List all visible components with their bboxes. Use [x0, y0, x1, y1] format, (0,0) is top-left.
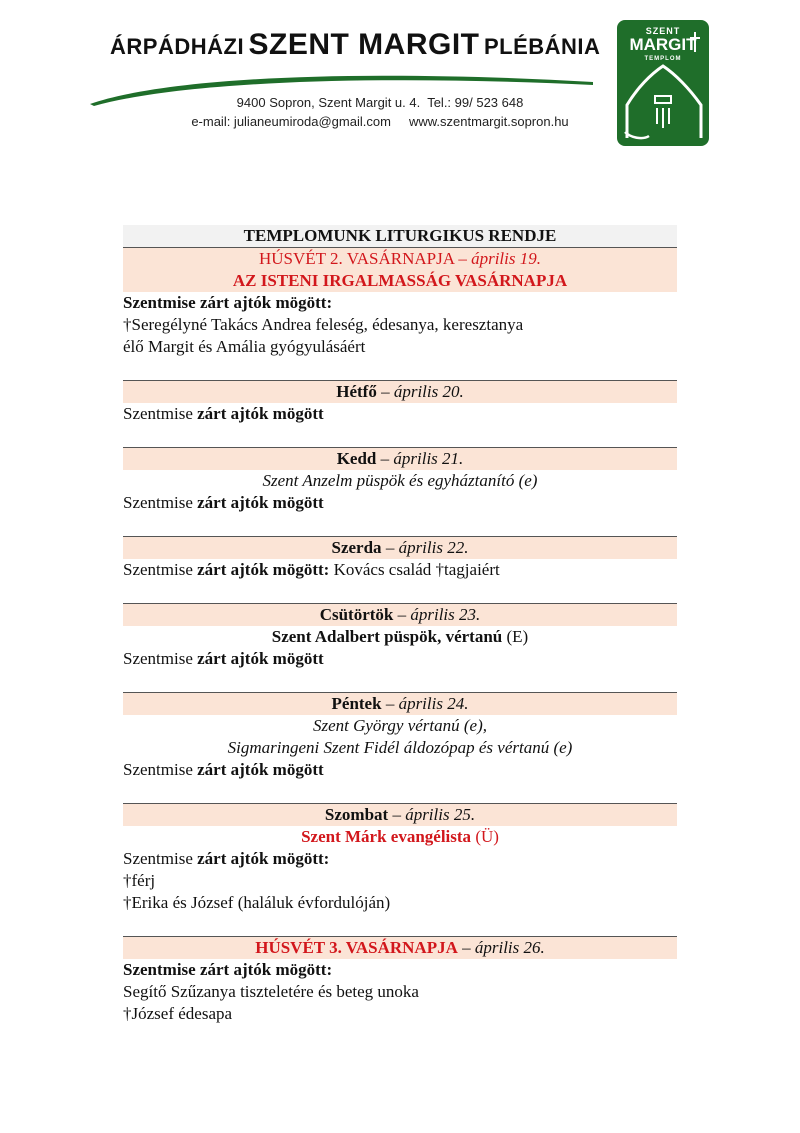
- saturday-intention: †Erika és József (haláluk évfordulóján): [123, 893, 391, 912]
- friday-feast: Sigmaringeni Szent Fidél áldozópap és vértanú (e): [227, 738, 573, 757]
- monday-heading: [123, 380, 677, 403]
- tuesday-feast: Szent Anzelm püspök és egyháztanító (e): [262, 471, 538, 490]
- mass-intention: Kovács család †tagjaiért: [329, 560, 500, 579]
- thursday-feast: [123, 626, 677, 648]
- thursday-heading: [123, 603, 677, 626]
- mass-prefix: Szentmise: [123, 760, 198, 779]
- saturday-feast: [123, 826, 677, 848]
- wednesday-heading: [123, 536, 677, 559]
- thursday-mass: [123, 648, 677, 670]
- sunday1-name: HÚSVÉT 2. VASÁRNAPJA: [259, 249, 455, 268]
- parish-name-main: SZENT MARGIT: [248, 28, 480, 61]
- friday-name: Péntek: [331, 694, 382, 713]
- wednesday-date: – április 22.: [385, 538, 469, 557]
- monday-name: Hétfő: [336, 382, 377, 401]
- sunday1-heading: [123, 248, 677, 270]
- thursday-date: – április 23.: [397, 605, 481, 624]
- parish-website[interactable]: www.szentmargit.sopron.hu: [408, 114, 569, 129]
- schedule-title: TEMPLOMUNK LITURGIKUS RENDJE: [123, 225, 677, 248]
- sunday1-subtitle: AZ ISTENI IRGALMASSÁG VASÁRNAPJA: [123, 270, 677, 292]
- mass-note: zárt ajtók mögött: [197, 760, 324, 779]
- saturday-mass: [123, 848, 677, 870]
- sunday1-date: – április 19.: [458, 249, 541, 268]
- church-logo: [617, 20, 709, 146]
- wednesday-mass: [123, 559, 677, 581]
- parish-contact: [100, 114, 660, 129]
- wednesday-name: Szerda: [331, 538, 382, 557]
- saturday-date: – április 25.: [392, 805, 476, 824]
- mass-note: zárt ajtók mögött: [197, 404, 324, 423]
- logo-text-main: MARGIT: [629, 35, 697, 54]
- sunday1-intention: †Seregélyné Takács Andrea feleség, édesanya, keresztanya: [123, 315, 524, 334]
- mass-prefix: Szentmise: [123, 649, 198, 668]
- tuesday-mass: [123, 492, 677, 514]
- sunday2-mass: Szentmise zárt ajtók mögött:: [123, 960, 333, 979]
- feast-name: Szent Adalbert püspök, vértanú: [271, 627, 503, 646]
- parish-name: [110, 28, 601, 62]
- parish-address: 9400 Sopron, Szent Margit u. 4. Tel.: 99/ 523 648: [236, 95, 524, 110]
- sunday2-intention: Segítő Szűzanya tiszteletére és beteg unoka: [123, 982, 419, 1001]
- friday-mass: [123, 759, 677, 781]
- thursday-name: Csütörtök: [319, 605, 394, 624]
- mass-note: zárt ajtók mögött: [197, 649, 324, 668]
- mass-note: zárt ajtók mögött: [197, 493, 324, 512]
- friday-heading: [123, 692, 677, 715]
- tuesday-date: – április 21.: [380, 449, 464, 468]
- sunday2-name: HÚSVÉT 3. VASÁRNAPJA: [255, 938, 458, 957]
- mass-prefix: Szentmise: [123, 849, 198, 868]
- mass-prefix: Szentmise: [123, 404, 198, 423]
- parish-email: e-mail: julianeumiroda@gmail.com: [191, 114, 391, 129]
- tuesday-heading: [123, 447, 677, 470]
- parish-name-prefix: ÁRPÁDHÁZI: [110, 34, 245, 59]
- feast-rank: (Ü): [475, 827, 499, 846]
- saturday-name: Szombat: [324, 805, 389, 824]
- sunday1-mass: Szentmise zárt ajtók mögött:: [123, 293, 333, 312]
- sunday1-intention: élő Margit és Amália gyógyulásáért: [123, 337, 366, 356]
- monday-date: – április 20.: [381, 382, 464, 401]
- logo-text-top: SZENT: [645, 26, 681, 36]
- saturday-heading: [123, 803, 677, 826]
- mass-prefix: Szentmise: [123, 493, 198, 512]
- feast-name: Szent Márk evangélista: [301, 827, 472, 846]
- friday-feast: Szent György vértanú (e),: [312, 716, 488, 735]
- feast-rank: (E): [506, 627, 529, 646]
- tuesday-name: Kedd: [336, 449, 377, 468]
- mass-note: zárt ajtók mögött:: [197, 849, 330, 868]
- friday-date: – április 24.: [385, 694, 469, 713]
- liturgical-schedule: [123, 225, 677, 1025]
- sunday2-heading: [123, 936, 677, 959]
- saturday-intention: †férj: [123, 871, 156, 890]
- mass-prefix: Szentmise: [123, 560, 198, 579]
- logo-text-bottom: TEMPLOM: [644, 56, 682, 62]
- mass-note: zárt ajtók mögött:: [197, 560, 330, 579]
- parish-name-suffix: PLÉBÁNIA: [483, 34, 601, 59]
- church-icon: [617, 20, 709, 146]
- sunday2-date: – április 26.: [462, 938, 545, 957]
- monday-mass: [123, 403, 677, 425]
- sunday2-intention: †József édesapa: [123, 1004, 233, 1023]
